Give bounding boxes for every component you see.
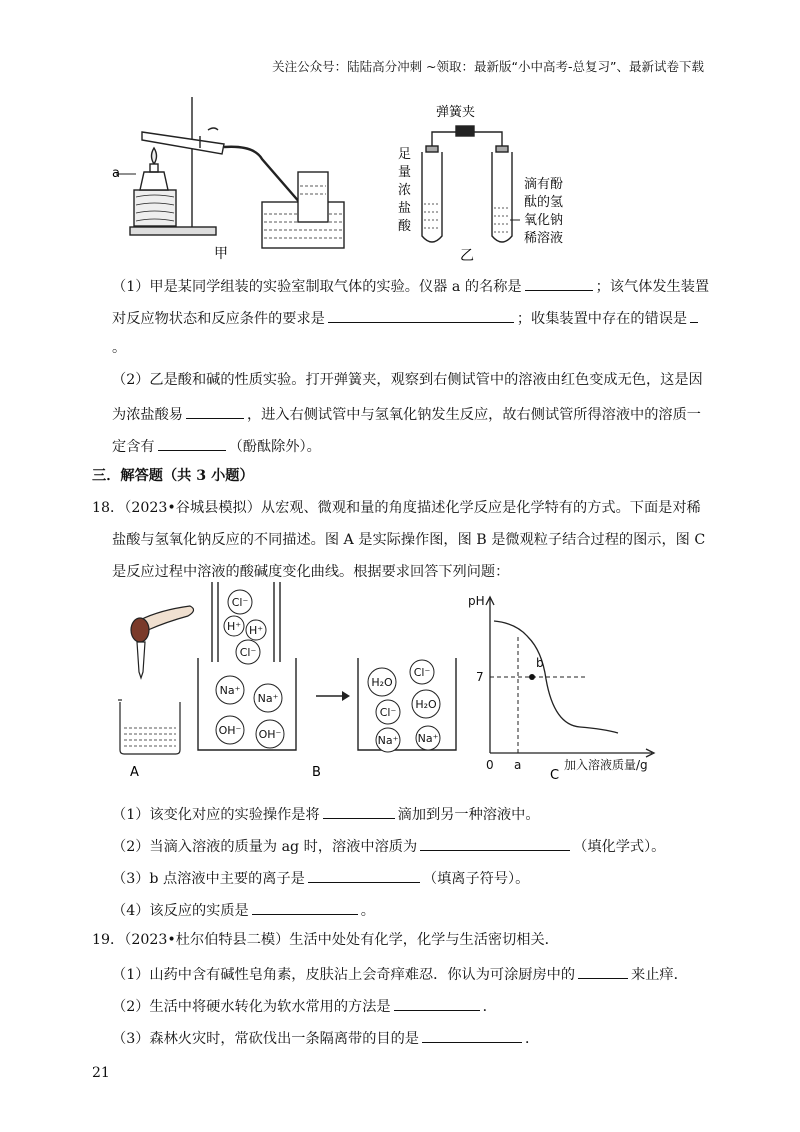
left-label-3: 盐 [398, 201, 412, 216]
ion-cl: Cl⁻ [379, 706, 397, 719]
section-3-title: 三．解答题（共 3 小题） [92, 468, 254, 484]
q19-sub2: （2）生活中将硬水转化为软水常用的方法是 ． [112, 999, 497, 1015]
ion-na: Na⁺ [377, 734, 399, 747]
label-B: B [312, 765, 321, 780]
graph-origin: 0 [486, 758, 494, 772]
q19-sub1: （1）山药中含有碱性皂角素，皮肤沾上会奇痒难忍．你认为可涂厨房中的 来止痒． [112, 967, 688, 983]
figure-b-particles [190, 578, 480, 783]
blank [328, 309, 514, 323]
blank [420, 837, 570, 851]
q17-p1-line2: 对反应物状态和反应条件的要求是 ；收集装置中存在的错误是 [112, 309, 701, 326]
q17-p2-line3: 定含有 （酚酞除外）。 [112, 439, 321, 455]
ion-h: H⁺ [226, 620, 242, 633]
caption-jia: 甲 [214, 246, 228, 262]
blank [394, 997, 480, 1011]
page-number: 21 [92, 1065, 110, 1081]
figure-jia-apparatus [112, 92, 352, 262]
left-label-4: 酸 [398, 219, 412, 234]
ion-oh: OH⁻ [218, 724, 242, 737]
label-A: A [130, 765, 139, 780]
right-label-3: 稀溶液 [524, 231, 564, 246]
q17-p1-line3: 。 [112, 340, 127, 356]
left-label-0: 足 [398, 147, 412, 162]
graph-b: b [536, 656, 544, 670]
q18-sub4: （4）该反应的实质是 。 [112, 903, 375, 919]
q18-line3: 是反应过程中溶液的酸碱度变化曲线。根据要求回答下列问题： [112, 564, 510, 580]
figure-a-dropper-beaker [112, 590, 202, 780]
right-label-1: 酞的氢 [524, 195, 564, 210]
ion-oh: OH⁻ [258, 728, 282, 741]
ion-cl: Cl⁻ [413, 666, 431, 679]
graph-ylabel: pH [468, 594, 485, 608]
blank [578, 965, 628, 979]
blank [186, 405, 244, 419]
q17-p2-line2: 为浓盐酸易 ，进入右侧试管中与氢氧化钠发生反应，故右侧试管所得溶液中的溶质一 [112, 407, 701, 423]
q18-line1: 18．（2023•谷城县模拟）从宏观、微观和量的角度描述化学反应是化学特有的方式。下面是对稀 [92, 500, 701, 516]
point-b [529, 674, 535, 680]
ion-cl: Cl⁻ [239, 646, 257, 659]
right-label-2: 氧化钠 [524, 213, 564, 228]
q19-line1: 19．（2023•杜尔伯特县二模）生活中处处有化学，化学与生活密切相关． [92, 932, 559, 948]
ion-na: Na⁺ [219, 684, 241, 697]
graph-xlabel: 加入溶液质量/g [564, 758, 648, 772]
left-label-1: 量 [398, 165, 412, 180]
graph-y7: 7 [476, 670, 484, 684]
q18-sub1: （1）该变化对应的实验操作是将 滴加到另一种溶液中。 [112, 807, 540, 823]
molecule-h2o: H₂O [415, 698, 437, 711]
q18-line2: 盐酸与氢氧化钠反应的不同描述。图 A 是实际操作图，图 B 是微观粒子结合过程的图示，图 C [112, 532, 706, 548]
caption-yi: 乙 [460, 248, 474, 264]
page-header: 关注公众号：陆陆高分冲刺 ~领取：最新版“小中高考-总复习”、最新试卷下载 [272, 59, 704, 74]
figure-c-ph-curve [462, 585, 672, 783]
blank [158, 437, 226, 451]
figure-yi-apparatus [392, 96, 592, 266]
blank [690, 309, 698, 323]
blank [422, 1029, 522, 1043]
right-label-0: 滴有酚 [524, 177, 564, 192]
label-a: a [112, 166, 120, 181]
blank [525, 277, 593, 291]
clamp-label: 弹簧夹 [436, 105, 476, 120]
blank [308, 869, 420, 883]
molecule-h2o: H₂O [371, 676, 393, 689]
ion-na: Na⁺ [257, 692, 279, 705]
q18-sub3: （3）b 点溶液中主要的离子是 （填离子符号）。 [112, 871, 530, 887]
q17-p2-line1: （2）乙是酸和碱的性质实验。打开弹簧夹，观察到右侧试管中的溶液由红色变成无色，这是因 [112, 372, 703, 388]
blank [252, 901, 358, 915]
label-C: C [550, 768, 560, 783]
left-label-2: 浓 [398, 183, 412, 198]
q19-sub3: （3）森林火灾时，常砍伐出一条隔离带的目的是 ． [112, 1031, 540, 1047]
q18-sub2: （2）当滴入溶液的质量为 ag 时，溶液中溶质为 （填化学式）。 [112, 839, 666, 855]
ion-h: H⁺ [248, 624, 264, 637]
graph-a: a [514, 758, 522, 772]
q17-p1-line1: （1）甲是某同学组装的实验室制取气体的实验。仪器 a 的名称是 ；该气体发生装置 [112, 279, 710, 295]
blank [323, 805, 395, 819]
ion-cl: Cl⁻ [231, 596, 249, 609]
ion-na: Na⁺ [417, 732, 439, 745]
